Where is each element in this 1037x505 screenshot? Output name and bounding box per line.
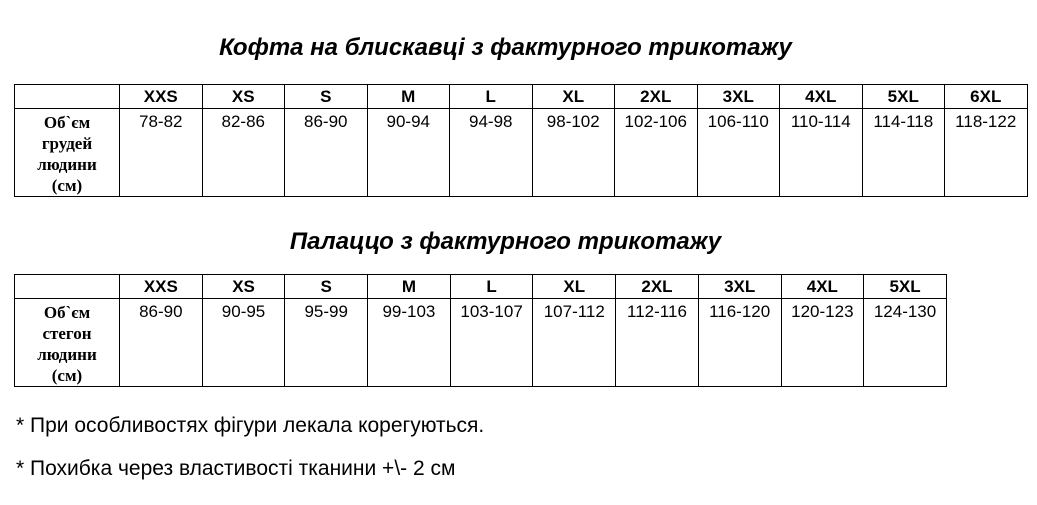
measure-cell: 107-112 xyxy=(533,299,616,387)
measure-cell: 95-99 xyxy=(285,299,368,387)
size-header-cell: XXS xyxy=(120,275,203,299)
measure-cell: 98-102 xyxy=(532,109,615,197)
size-header-cell: 5XL xyxy=(864,275,947,299)
measure-cell: 90-94 xyxy=(367,109,450,197)
size-header-cell: S xyxy=(285,275,368,299)
measure-cell: 116-120 xyxy=(698,299,781,387)
size-header-cell: 4XL xyxy=(780,85,863,109)
size-header-cell: 2XL xyxy=(616,275,699,299)
palazzo-size-table xyxy=(14,274,947,387)
size-header-cell: 2XL xyxy=(615,85,698,109)
measure-cell: 86-90 xyxy=(120,299,203,387)
jacket-size-table-title: Кофта на блискавці з фактурного трикотажу xyxy=(219,34,792,61)
row-label-line: Об`єм xyxy=(43,113,91,132)
size-header-cell: 6XL xyxy=(945,85,1028,109)
row-label-line: стегон xyxy=(42,324,92,343)
jacket-size-table xyxy=(14,84,1028,197)
measure-cell: 112-116 xyxy=(616,299,699,387)
row-label-line: людини xyxy=(37,345,97,364)
row-label-line: (см) xyxy=(51,176,83,195)
row-label-line: грудей xyxy=(41,134,93,153)
size-header-row xyxy=(15,85,1028,109)
size-header-cell: 5XL xyxy=(862,85,945,109)
fabric-tolerance-note: * Похибка через властивості тканини +\- 2 см xyxy=(16,457,456,480)
measure-cell: 110-114 xyxy=(780,109,863,197)
size-header-cell: L xyxy=(450,275,533,299)
hip-measure-row xyxy=(15,299,947,387)
row-label-hips xyxy=(15,299,120,387)
measure-cell: 124-130 xyxy=(864,299,947,387)
size-header-cell: XS xyxy=(202,85,285,109)
measure-cell: 99-103 xyxy=(368,299,451,387)
chest-measure-row xyxy=(15,109,1028,197)
palazzo-size-table-title: Палаццо з фактурного трикотажу xyxy=(289,228,722,255)
measure-cell: 94-98 xyxy=(450,109,533,197)
measure-cell: 78-82 xyxy=(120,109,203,197)
size-header-cell: XXS xyxy=(120,85,203,109)
size-header-cell: 3XL xyxy=(698,275,781,299)
row-label-chest xyxy=(15,109,120,197)
row-label-line: людини xyxy=(37,155,97,174)
measure-cell: 114-118 xyxy=(862,109,945,197)
size-header-cell: XL xyxy=(533,275,616,299)
size-header-cell: M xyxy=(368,275,451,299)
measure-cell: 102-106 xyxy=(615,109,698,197)
header-corner-cell xyxy=(15,85,120,109)
row-label-line: Об`єм xyxy=(43,303,91,322)
measure-cell: 120-123 xyxy=(781,299,864,387)
size-header-cell: S xyxy=(285,85,368,109)
measure-cell: 103-107 xyxy=(450,299,533,387)
measure-cell: 82-86 xyxy=(202,109,285,197)
pattern-adjustment-note: * При особливостях фігури лекала корегуються. xyxy=(16,414,485,437)
measure-cell: 118-122 xyxy=(945,109,1028,197)
size-header-cell: M xyxy=(367,85,450,109)
size-header-cell: 3XL xyxy=(697,85,780,109)
size-header-cell: L xyxy=(450,85,533,109)
row-label-line: (см) xyxy=(51,366,83,385)
measure-cell: 90-95 xyxy=(202,299,285,387)
size-header-cell: XL xyxy=(532,85,615,109)
header-corner-cell xyxy=(15,275,120,299)
size-header-cell: 4XL xyxy=(781,275,864,299)
measure-cell: 106-110 xyxy=(697,109,780,197)
measure-cell: 86-90 xyxy=(285,109,368,197)
size-header-cell: XS xyxy=(202,275,285,299)
size-header-row xyxy=(15,275,947,299)
